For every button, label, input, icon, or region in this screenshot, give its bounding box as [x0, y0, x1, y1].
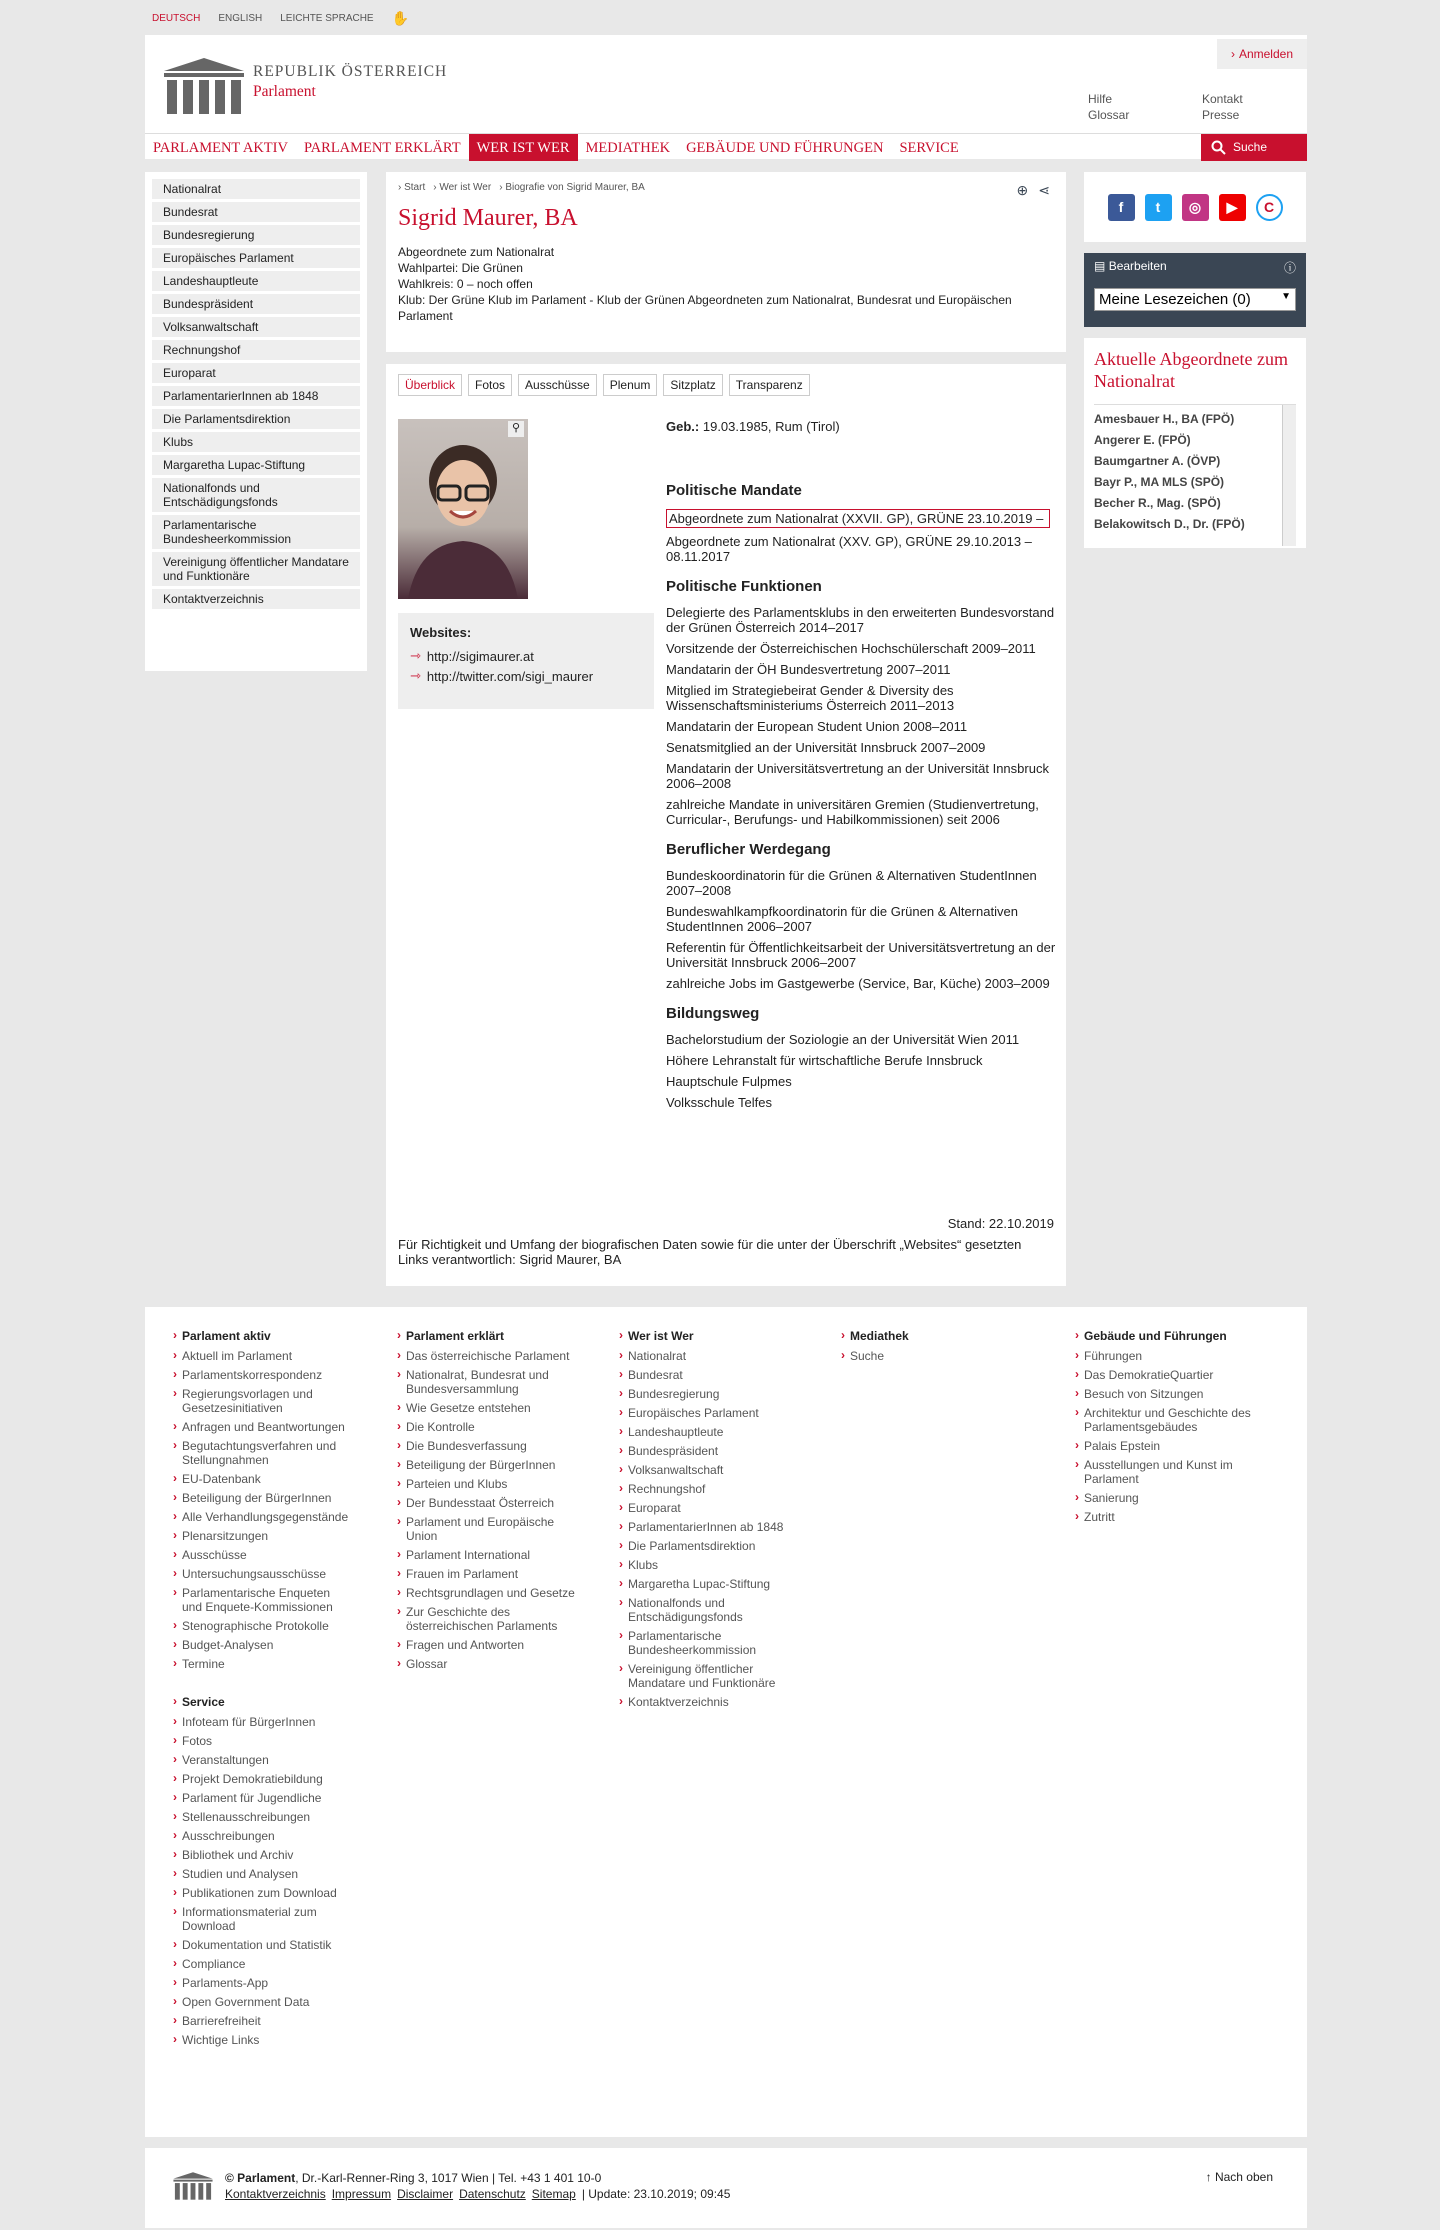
tab-committees[interactable]: Ausschüsse: [518, 374, 597, 396]
footer-link[interactable]: › Klubs: [619, 1558, 799, 1572]
left-nav-item[interactable]: Vereinigung öffentlicher Mandatare und Funktionäre: [152, 552, 360, 586]
current-members-box: [1084, 338, 1306, 548]
footer-link[interactable]: › Volksanwaltschaft: [619, 1463, 799, 1477]
footer-disclaimer-link[interactable]: Disclaimer: [397, 2187, 454, 2201]
logo[interactable]: [159, 55, 447, 117]
footer-heading[interactable]: › Wer ist Wer: [619, 1329, 799, 1343]
glossary-link[interactable]: Glossar: [1088, 108, 1130, 122]
footer-link[interactable]: › Europäisches Parlament: [619, 1406, 799, 1420]
main-nav: [145, 133, 1307, 161]
footer-heading[interactable]: › Parlament aktiv: [173, 1329, 353, 1343]
footer-link[interactable]: › Europarat: [619, 1501, 799, 1515]
footer-link[interactable]: › Parlamentarische Enqueten und Enquete-Kommissionen: [173, 1586, 353, 1614]
function-item: Mitglied im Strategiebeirat Gender & Diversity des Wissenschaftsministeriums Österreich 2011–2013: [666, 683, 955, 713]
parliament-logo-icon: [159, 55, 249, 117]
portrait-photo[interactable]: [398, 419, 528, 599]
edit-title: Bearbeiten: [1108, 259, 1167, 273]
stand-date: Stand: 22.10.2019: [947, 1216, 1054, 1231]
left-nav-item[interactable]: Europarat: [152, 363, 360, 383]
footer-link[interactable]: › Regierungsvorlagen und Gesetzesinitiativen: [173, 1387, 353, 1415]
footer-link[interactable]: › Sanierung: [1075, 1491, 1255, 1505]
nav-parlament-aktiv[interactable]: PARLAMENT AKTIV: [153, 140, 288, 156]
mandate-item-current: Abgeordnete zum Nationalrat (XXVII. GP), GRÜNE 23.10.2019 –: [666, 509, 1050, 528]
tab-overview[interactable]: Überblick: [398, 374, 462, 396]
left-nav-item[interactable]: Bundesregierung: [152, 225, 360, 245]
breadcrumb-current: › Biografie von Sigrid Maurer, BA: [499, 182, 645, 193]
zoom-icon[interactable]: ⚲: [508, 421, 524, 437]
bookmarks-select[interactable]: Meine Lesezeichen (0) ▼: [1094, 288, 1296, 311]
nav-wer-ist-wer[interactable]: WER IST WER: [469, 134, 578, 161]
education-item: Bachelorstudium der Soziologie an der Universität Wien 2011: [666, 1032, 1020, 1047]
scrollbar[interactable]: [1282, 405, 1296, 546]
chevron-down-icon: ▼: [1281, 291, 1291, 302]
bio-header: [386, 172, 1066, 352]
footer-link[interactable]: › Publikationen zum Download: [173, 1886, 353, 1900]
external-link-icon: ⇾: [410, 648, 421, 663]
footer-link[interactable]: › Fotos: [173, 1734, 353, 1748]
update-info: | Update: 23.10.2019; 09:45: [581, 2187, 731, 2201]
parliament-app-icon[interactable]: C: [1256, 194, 1283, 221]
footer-contact-link[interactable]: Kontaktverzeichnis: [225, 2187, 326, 2201]
education-item: Volksschule Telfes: [666, 1095, 772, 1110]
footer-link[interactable]: › Ausstellungen und Kunst im Parlament: [1075, 1458, 1255, 1486]
footer-col-erklaert: [397, 1329, 577, 1676]
footer-col-mediathek: [841, 1329, 1021, 1368]
left-nav-item[interactable]: Bundespräsident: [152, 294, 360, 314]
footer-link[interactable]: › Budget-Analysen: [173, 1638, 353, 1652]
footer-link[interactable]: › Das DemokratieQuartier: [1075, 1368, 1255, 1382]
function-item: Mandatarin der European Student Union 2008–2011: [666, 719, 968, 734]
social-bar: [1084, 172, 1306, 242]
breadcrumb: [398, 182, 1054, 193]
footer-link[interactable]: › Architektur und Geschichte des Parlamentsgebäudes: [1075, 1406, 1255, 1434]
education-title: Bildungsweg: [666, 1005, 760, 1022]
main-content: [386, 364, 1066, 1286]
footer-col-wer: [619, 1329, 799, 1714]
member-link[interactable]: Amesbauer H., BA (FPÖ): [1094, 412, 1235, 426]
help-link[interactable]: Hilfe: [1088, 92, 1113, 106]
footer-link[interactable]: › Nationalrat: [619, 1349, 799, 1363]
footer-link[interactable]: › Compliance: [173, 1957, 353, 1971]
press-link[interactable]: Presse: [1202, 108, 1240, 122]
footer-heading[interactable]: › Mediathek: [841, 1329, 1021, 1343]
function-item: Delegierte des Parlamentsklubs in den erweiterten Bundesvorstand der Grünen Österreich 2014–2017: [666, 605, 1055, 635]
function-item: zahlreiche Mandate in universitären Gremien (Studienvertretung, Curricular-, Berufungs- und Habilkommissionen) seit 2006: [666, 797, 1039, 827]
footer-link[interactable]: › Suche: [841, 1349, 1021, 1363]
copyright: © Parlament: [225, 2171, 296, 2185]
footer-link[interactable]: › Landeshauptleute: [619, 1425, 799, 1439]
footer-link[interactable]: › Führungen: [1075, 1349, 1255, 1363]
breadcrumb-start[interactable]: › Start: [398, 182, 426, 193]
footer-link[interactable]: › Begutachtungsverfahren und Stellungnahmen: [173, 1439, 353, 1467]
parliament-logo-icon: [171, 2170, 215, 2202]
bio-club: Klub: Der Grüne Klub im Parlament - Klub der Grünen Abgeordneten zum Nationalrat, Bundesrat und Europäischen Parlament: [398, 293, 1012, 323]
footer-link[interactable]: › Anfragen und Beantwortungen: [173, 1420, 353, 1434]
footer-link[interactable]: › Wie Gesetze entstehen: [397, 1401, 577, 1415]
footer-link[interactable]: › Wichtige Links: [173, 2033, 353, 2047]
footer-link[interactable]: › Vereinigung öffentlicher Mandatare und Funktionäre: [619, 1662, 799, 1690]
twitter-icon[interactable]: t: [1145, 194, 1172, 221]
share-icon[interactable]: ⋖: [1038, 182, 1050, 198]
footer-link[interactable]: › Informationsmaterial zum Download: [173, 1905, 353, 1933]
member-link[interactable]: Becher R., Mag. (SPÖ): [1094, 496, 1221, 510]
footer-link[interactable]: › Open Government Data: [173, 1995, 353, 2009]
footer-link[interactable]: › Die Kontrolle: [397, 1420, 577, 1434]
footer-link[interactable]: › Frauen im Parlament: [397, 1567, 577, 1581]
lang-german[interactable]: DEUTSCH: [152, 13, 201, 24]
career-item: zahlreiche Jobs im Gastgewerbe (Service, Bar, Küche) 2003–2009: [666, 976, 1050, 991]
left-nav-item[interactable]: ParlamentarierInnen ab 1848: [152, 386, 360, 406]
footer-link[interactable]: › Termine: [173, 1657, 353, 1671]
lang-easy[interactable]: LEICHTE SPRACHE: [280, 13, 374, 24]
footer-link[interactable]: › Parlamentarische Bundesheerkommission: [619, 1629, 799, 1657]
footer-link[interactable]: › Ausschüsse: [173, 1548, 353, 1562]
search-label: Suche: [1233, 140, 1268, 154]
footer-link[interactable]: › Beteiligung der BürgerInnen: [397, 1458, 577, 1472]
member-link[interactable]: Bayr P., MA MLS (SPÖ): [1094, 475, 1225, 489]
footer-privacy-link[interactable]: Datenschutz: [459, 2187, 526, 2201]
tab-transparency[interactable]: Transparenz: [729, 374, 810, 396]
facebook-icon[interactable]: f: [1108, 194, 1135, 221]
footer-link[interactable]: › Margaretha Lupac-Stiftung: [619, 1577, 799, 1591]
tabs: [398, 374, 1054, 396]
bookmark-add-icon[interactable]: ⊕: [1016, 182, 1029, 198]
header-links-left: [1088, 91, 1129, 123]
footer-link[interactable]: › Aktuell im Parlament: [173, 1349, 353, 1363]
bio-party: Wahlpartei: Die Grünen: [398, 261, 523, 275]
login-button[interactable]: › Anmelden: [1217, 39, 1307, 69]
instagram-icon[interactable]: ◎: [1182, 194, 1209, 221]
footer-link[interactable]: › Dokumentation und Statistik: [173, 1938, 353, 1952]
footer-link[interactable]: › Zutritt: [1075, 1510, 1255, 1524]
back-to-top[interactable]: ↑ Nach oben: [1205, 2170, 1273, 2184]
search-icon: [1211, 140, 1226, 155]
left-nav-item[interactable]: Die Parlamentsdirektion: [152, 409, 360, 429]
nav-parlament-erklaert[interactable]: PARLAMENT ERKLÄRT: [303, 140, 461, 156]
education-item: Höhere Lehranstalt für wirtschaftliche Berufe Innsbruck: [666, 1053, 983, 1068]
footer-col-gebaeude: [1075, 1329, 1255, 1529]
header: [145, 35, 1307, 159]
footer-link[interactable]: › Parlamentskorrespondenz: [173, 1368, 353, 1382]
nav-mediathek[interactable]: MEDIATHEK: [585, 140, 671, 156]
bio-details: [666, 419, 1056, 1116]
footer-link[interactable]: › Barrierefreiheit: [173, 2014, 353, 2028]
website-link[interactable]: ⇾ http://twitter.com/sigi_maurer: [410, 668, 594, 684]
bookmark-icon: ▤: [1094, 259, 1106, 273]
left-nav: [145, 172, 367, 671]
current-members-title: Aktuelle Abgeordnete zum Nationalrat: [1094, 349, 1288, 391]
website-link[interactable]: ⇾ http://sigimaurer.at: [410, 648, 534, 664]
footer-link[interactable]: › Veranstaltungen: [173, 1753, 353, 1767]
breadcrumb-wer-ist-wer[interactable]: › Wer ist Wer: [433, 182, 492, 193]
footer-link[interactable]: › Parlament und Europäische Union: [397, 1515, 577, 1543]
left-nav-item[interactable]: Landeshauptleute: [152, 271, 360, 291]
current-members-list: [1094, 404, 1296, 546]
footer: [145, 1307, 1307, 2137]
mandate-item: Abgeordnete zum Nationalrat (XXV. GP), GRÜNE 29.10.2013 – 08.11.2017: [666, 534, 1032, 564]
edit-box: [1084, 253, 1306, 327]
footer-link[interactable]: › Infoteam für BürgerInnen: [173, 1715, 353, 1729]
footer-link[interactable]: › Nationalrat, Bundesrat und Bundesversammlung: [397, 1368, 577, 1396]
contact-link[interactable]: Kontakt: [1202, 92, 1243, 106]
left-nav-item[interactable]: Parlamentarische Bundesheerkommission: [152, 515, 360, 549]
login-label: Anmelden: [1238, 47, 1293, 61]
header-links-right: [1202, 91, 1243, 123]
function-item: Senatsmitglied an der Universität Innsbruck 2007–2009: [666, 740, 986, 755]
functions-title: Politische Funktionen: [666, 578, 822, 595]
footer-imprint-link[interactable]: Impressum: [331, 2187, 392, 2201]
birth-info: Geb.: 19.03.1985, Rum (Tirol): [666, 419, 840, 434]
footer-link[interactable]: › Plenarsitzungen: [173, 1529, 353, 1543]
footer-heading[interactable]: › Service: [173, 1695, 353, 1709]
career-item: Bundeskoordinatorin für die Grünen & Alternativen StudentInnen 2007–2008: [666, 868, 1037, 898]
footer-link[interactable]: › Parlament International: [397, 1548, 577, 1562]
tab-plenum[interactable]: Plenum: [603, 374, 658, 396]
left-nav-item[interactable]: Rechnungshof: [152, 340, 360, 360]
footer-link[interactable]: › Stellenausschreibungen: [173, 1810, 353, 1824]
footer-link[interactable]: › Das österreichische Parlament: [397, 1349, 577, 1363]
career-item: Bundeswahlkampfkoordinatorin für die Grünen & Alternativen StudentInnen 2006–2007: [666, 904, 1018, 934]
bio-role: Abgeordnete zum Nationalrat: [398, 245, 555, 259]
arrow-up-icon: ↑: [1205, 2170, 1212, 2184]
sign-language-icon[interactable]: ✋: [391, 10, 410, 26]
footer-link[interactable]: › EU-Datenbank: [173, 1472, 353, 1486]
footer-sitemap-link[interactable]: Sitemap: [531, 2187, 576, 2201]
bio-district: Wahlkreis: 0 – noch offen: [398, 277, 533, 291]
footer-col-aktiv: [173, 1329, 353, 2052]
footer-bottom: [145, 2148, 1307, 2228]
logo-subtitle: Parlament: [253, 83, 316, 100]
footer-link[interactable]: › Stenographische Protokolle: [173, 1619, 353, 1633]
footer-link[interactable]: › Die Bundesverfassung: [397, 1439, 577, 1453]
left-nav-item[interactable]: Nationalrat: [152, 179, 360, 199]
nav-gebaeude[interactable]: GEBÄUDE UND FÜHRUNGEN: [686, 140, 884, 156]
left-nav-item[interactable]: Volksanwaltschaft: [152, 317, 360, 337]
footer-link[interactable]: › Nationalfonds und Entschädigungsfonds: [619, 1596, 799, 1624]
mandates-title: Politische Mandate: [666, 482, 802, 499]
career-title: Beruflicher Werdegang: [666, 841, 831, 858]
footer-link[interactable]: › Projekt Demokratiebildung: [173, 1772, 353, 1786]
footer-link[interactable]: › Beteiligung der BürgerInnen: [173, 1491, 353, 1505]
websites-title: Websites:: [410, 625, 472, 640]
footer-heading[interactable]: › Gebäude und Führungen: [1075, 1329, 1255, 1343]
left-nav-item[interactable]: Kontaktverzeichnis: [152, 589, 360, 609]
nav-service[interactable]: SERVICE: [899, 140, 959, 156]
language-bar: [152, 10, 409, 27]
page-title: Sigrid Maurer, BA: [398, 205, 578, 231]
function-item: Mandatarin der Universitätsvertretung an der Universität Innsbruck 2006–2008: [666, 761, 1049, 791]
footer-heading[interactable]: › Parlament erklärt: [397, 1329, 577, 1343]
footer-link[interactable]: › Bundesregierung: [619, 1387, 799, 1401]
youtube-icon[interactable]: ▶: [1219, 194, 1246, 221]
member-link[interactable]: Baumgartner A. (ÖVP): [1094, 454, 1221, 468]
footer-link[interactable]: › Studien und Analysen: [173, 1867, 353, 1881]
left-nav-item[interactable]: Margaretha Lupac-Stiftung: [152, 455, 360, 475]
footer-link[interactable]: › Glossar: [397, 1657, 577, 1671]
footer-link[interactable]: › Parteien und Klubs: [397, 1477, 577, 1491]
logo-title: REPUBLIK ÖSTERREICH: [253, 63, 448, 80]
function-item: Vorsitzende der Österreichischen Hochschülerschaft 2009–2011: [666, 641, 1036, 656]
footer-link[interactable]: › Parlaments-App: [173, 1976, 353, 1990]
left-nav-item[interactable]: Klubs: [152, 432, 360, 452]
left-nav-item[interactable]: Nationalfonds und Entschädigungsfonds: [152, 478, 360, 512]
websites-box: [398, 613, 654, 709]
external-link-icon: ⇾: [410, 668, 421, 683]
info-icon[interactable]: ⓘ: [1283, 261, 1296, 275]
function-item: Mandatarin der ÖH Bundesvertretung 2007–2011: [666, 662, 951, 677]
footer-link[interactable]: › Palais Epstein: [1075, 1439, 1255, 1453]
search-button[interactable]: [1201, 134, 1307, 161]
footer-link[interactable]: › Untersuchungsausschüsse: [173, 1567, 353, 1581]
career-item: Referentin für Öffentlichkeitsarbeit der Universitätsvertretung an der Universität Innsbruck 2006–2007: [666, 940, 1056, 970]
left-nav-item[interactable]: Bundesrat: [152, 202, 360, 222]
footer-link[interactable]: › Der Bundesstaat Österreich: [397, 1496, 577, 1510]
footer-link[interactable]: › ParlamentarierInnen ab 1848: [619, 1520, 799, 1534]
footer-link[interactable]: › Rechtsgrundlagen und Gesetze: [397, 1586, 577, 1600]
education-item: Hauptschule Fulpmes: [666, 1074, 792, 1089]
footer-link[interactable]: › Fragen und Antworten: [397, 1638, 577, 1652]
bio-footer: [398, 1216, 1054, 1273]
footer-link[interactable]: › Rechnungshof: [619, 1482, 799, 1496]
left-nav-item[interactable]: Europäisches Parlament: [152, 248, 360, 268]
footer-link[interactable]: › Besuch von Sitzungen: [1075, 1387, 1255, 1401]
member-link[interactable]: Angerer E. (FPÖ): [1094, 433, 1191, 447]
tab-photos[interactable]: Fotos: [468, 374, 512, 396]
footer-link[interactable]: › Bibliothek und Archiv: [173, 1848, 353, 1862]
footer-link[interactable]: › Bundesrat: [619, 1368, 799, 1382]
footer-link[interactable]: › Die Parlamentsdirektion: [619, 1539, 799, 1553]
member-link[interactable]: Belakowitsch D., Dr. (FPÖ): [1094, 517, 1245, 531]
footer-link[interactable]: › Parlament für Jugendliche: [173, 1791, 353, 1805]
footer-link[interactable]: › Bundespräsident: [619, 1444, 799, 1458]
portrait-image: [398, 419, 528, 599]
footer-link[interactable]: › Kontaktverzeichnis: [619, 1695, 799, 1709]
lang-english[interactable]: ENGLISH: [218, 13, 263, 24]
footer-link[interactable]: › Zur Geschichte des österreichischen Parlaments: [397, 1605, 577, 1633]
disclaimer-text: Für Richtigkeit und Umfang der biografischen Daten sowie für die unter der Überschrift „Websites“ gesetzten Links verantwortlich: Sigrid Maurer, BA: [398, 1237, 1022, 1267]
address: , Dr.-Karl-Renner-Ring 3, 1017 Wien | Tel. +43 1 401 10-0: [295, 2171, 602, 2185]
tab-seat[interactable]: Sitzplatz: [663, 374, 722, 396]
footer-link[interactable]: › Alle Verhandlungsgegenstände: [173, 1510, 353, 1524]
footer-link[interactable]: › Ausschreibungen: [173, 1829, 353, 1843]
